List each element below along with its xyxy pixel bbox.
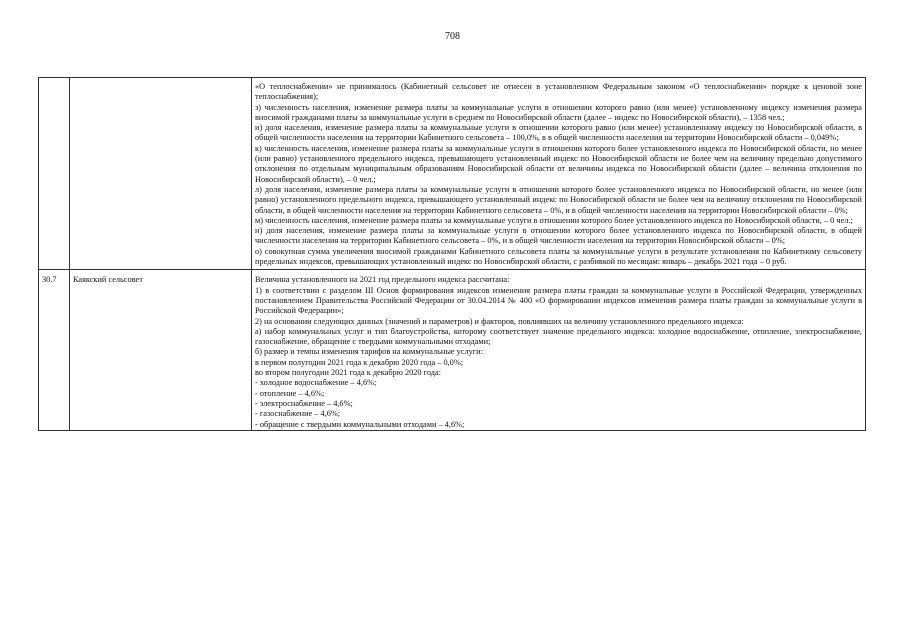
paragraph: м) численность населения, изменение размера платы за коммунальные услуги в отношении которого более установленного индекса по Новосибирской области, – 0 чел.; [255, 215, 853, 225]
paragraph: в первом полугодии 2021 года к декабрю 2020 года – 0,0%; [255, 357, 464, 367]
paragraph: во втором полугодии 2021 года к декабрю 2020 года: [255, 368, 441, 378]
paragraph: - газоснабжение – 4,6%; [255, 409, 341, 419]
paragraph: - холодное водоснабжение – 4,6%; [255, 378, 377, 388]
paragraph: 1) в соответствии с разделом III Основ формирования индексов изменения размера платы граждан за коммунальные услуги в Российской Федерации, утвержденных постановлением Правительства Российской Федерации от 30.04.2014 № 400 «О формировании индексов изменения размера платы граждан за коммунальные услуги в Российской Федерации»; [255, 285, 862, 316]
paragraph: к) численность населения, изменение размера платы за коммунальные услуги в отношении которого более установленного индекса по Новосибирской области, но менее (или равно) установленного предельного индекса, превышающего установленный индекс по Новосибирской области не более чем на величину предельно допустимого отклонения по отдельным муниципальным образованиям Новосибирской области от величины индекса по Новосибирской области (далее – величина отклонения по Новосибирской области), – 0 чел.; [255, 143, 862, 184]
page-number: 708 [445, 31, 460, 42]
paragraph: 2) на основании следующих данных (значений и параметров) и факторов, повлиявших на величину установленного предельного индекса: [255, 316, 744, 326]
table-row [39, 78, 866, 270]
municipality-name-cell: Каякский сельсовет [70, 270, 252, 430]
description-cell [252, 78, 866, 270]
paragraph: Величина установленного на 2021 год предельного индекса рассчитана: [255, 275, 510, 285]
paragraph: н) доля населения, изменение размера платы за коммунальные услуги в отношении которого более установленного индекса по Новосибирской области, в общей численности населения на территории Кабинетного сельсовета – 0%, и в общей численности населения на территории Новосибирской области – 0%; [255, 226, 862, 246]
description-cell [252, 270, 866, 430]
paragraph: и) доля населения, изменение размера платы за коммунальные услуги в отношении которого равно (или менее) установленному индексу по Новосибирской области, в общей численности населения на территории Кабинетного сельсовета – 100,0%, в в общей численности населения на территории Новосибирской области – 0,049%; [255, 123, 862, 143]
paragraph: - обращение с твердыми коммунальными отходами – 4,6%; [255, 419, 465, 429]
paragraph: б) размер и темпы изменения тарифов на коммунальные услуги: [255, 347, 483, 357]
paragraph: а) набор коммунальных услуг и тип благоустройства, которому соответствует значение предельного индекса: холодное водоснабжение, отопление, электроснабжение, газоснабжение, обращение с твердыми коммунальными отходами; [255, 326, 862, 347]
paragraph: з) численность населения, изменение размера платы за коммунальные услуги в отношении которого равно (или менее) установленному индексу изменения размера вносимой гражданами платы за коммунальные услуги в среднем по Новосибирской области (далее – индекс по Новосибирской области), – 1358 чел.; [255, 102, 862, 122]
table-row [39, 270, 866, 430]
paragraph: л) доля населения, изменение размера платы за коммунальные услуги в отношении которого более установленного индекса по Новосибирской области, но менее (или равно) установленного предельного индекса, превышающего установленный индекс по Новосибирской области не более чем на величину отклонения по Новосибирской области, в общей численности населения на территории Кабинетного сельсовета – 0%, и в общей численности населения на территории Новосибирской области – 0%; [255, 184, 862, 215]
paragraph: - электроснабжение – 4,6%; [255, 398, 353, 408]
document-table [38, 77, 866, 431]
row-number-cell [39, 78, 70, 270]
paragraph: о) совокупная сумма увеличения вносимой гражданами Кабинетного сельсовета платы за коммунальные услуги в результате установления по Кабинетному сельсовету предельных индексов, превышающих установленный индекс по Новосибирской области, с разбивкой по месяцам: январь – декабрь 2021 года – 0 руб. [255, 246, 862, 267]
row-number-cell: 30.7 [39, 270, 70, 430]
municipality-name-cell [70, 78, 252, 270]
paragraph: - отопление – 4,6%; [255, 388, 325, 398]
paragraph: «О теплоснабжении» не принималось (Кабинетный сельсовет не отнесен в установленном Федеральным законом «О теплоснабжении» порядке к ценовой зоне теплоснабжения); [255, 82, 862, 102]
